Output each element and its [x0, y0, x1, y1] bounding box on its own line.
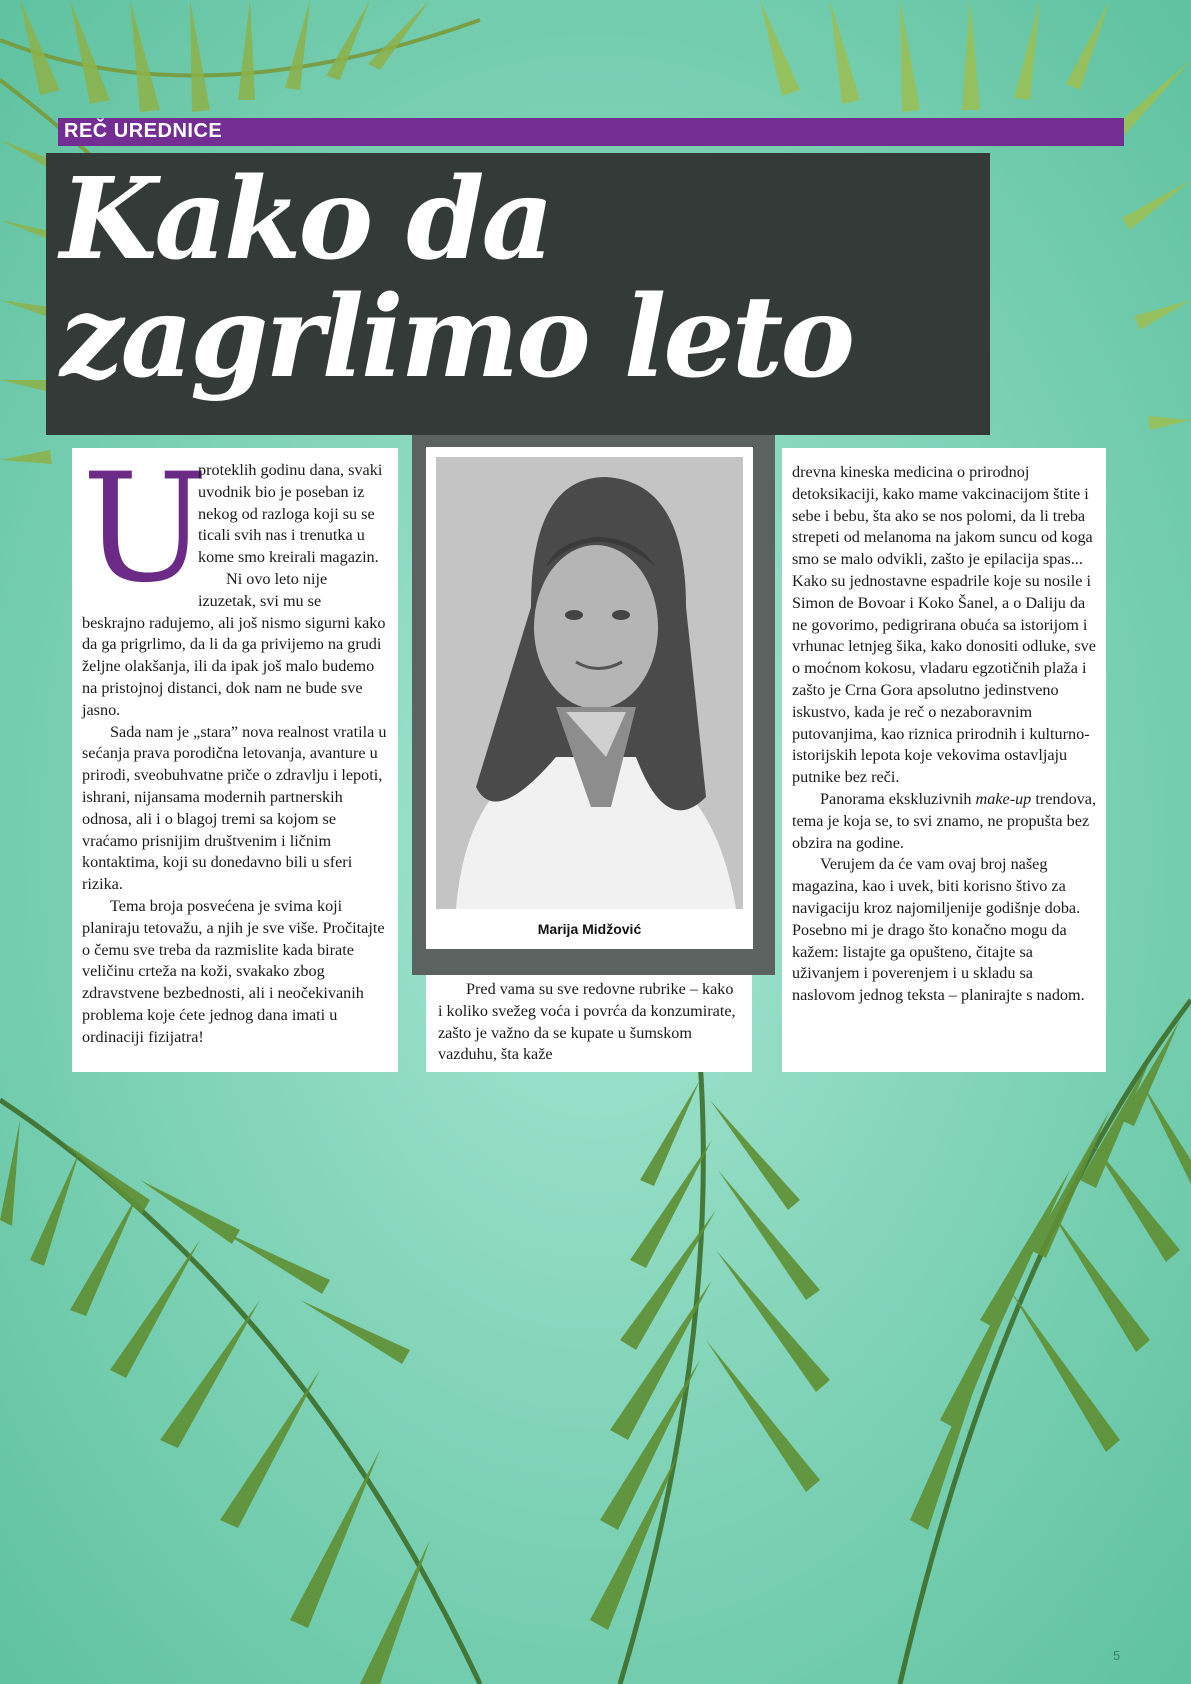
emphasis-text: make-up [975, 789, 1032, 808]
paragraph: proteklih godinu dana, svaki uvodnik bio je poseban iz nekog od razloga koji su se ticali svih nas i trenutka u kome smo kreirali magazin. [198, 461, 383, 567]
paragraph: Ni ovo leto nije izuzetak, svi mu se beskrajno radujemo, ali još nismo sigurni kako da ga prigrlimo, da li da ga privijemo na grudi željne olakšanja, ili da ipak još malo budemo na pristojnoj distanci, dok nam ne bude sve jasno. [82, 569, 386, 719]
headline-line-1: Kako da [60, 154, 552, 285]
paragraph: Tema broja posvećena je svima koji planiraju tetovažu, a njih je sve više. Pročitajte o čemu sve treba da razmislite kada birate veličinu crteža na koži, svakako zbog zdravstvene bezbednosti, ali i neočekivanih problema koje ćete jednog dana imati u ordinaciji fizijatra! [82, 896, 385, 1046]
text-run: trendova, tema je koja se, to svi znamo, ne propušta bez obzira na godine. [792, 789, 1097, 852]
paragraph: Pred vama su sve redovne rubrike – kako i koliko svežeg voća i povrća da konzumirate, zašto je važno da se kupate u šumskom vazduhu, šta kaže [438, 980, 736, 1064]
text-run: Panorama ekskluzivnih [820, 789, 976, 808]
article-column-1 [72, 442, 398, 1072]
article-column-2 [426, 975, 752, 1072]
headline-box [46, 153, 990, 435]
photo-card [426, 447, 753, 949]
section-bar [58, 118, 1124, 146]
paragraph [792, 789, 1096, 854]
article-column-3 [782, 448, 1106, 1072]
photo-caption: Marija Midžović [537, 921, 642, 937]
headline [60, 154, 980, 403]
drop-cap: U [82, 442, 209, 616]
editor-portrait-photo [436, 457, 743, 909]
paragraph: Verujem da će vam ovaj broj našeg magazina, kao i uvek, biti korisno štivo za navigaciju kroz najomiljenije godišnje doba. Posebno mi je drago što konačno mogu da kažem: listajte ga opušteno, čitajte sa uživanjem i poverenjem i u skladu sa naslovom jednog teksta – planirajte s nadom. [792, 855, 1085, 1005]
page-number: 5 [1113, 1648, 1121, 1663]
paragraph: drevna kineska medicina o prirodnoj detoksikaciji, kako mame vakcinacijom štite i sebe i bebu, šta ako se nos polomi, da li treba strepeti od melanoma na jakom suncu od koga smo se malo odvikli, zašto je epilacija spas... Kako su jednostavne espadrile koje su nosile i Simon de Bovoar i Koko Šanel, a o Daliju da ne govorimo, pedigrirana obuća sa istorijom i vrhunac letnjeg šika, kako donositi odluke, sve o moćnom kokosu, vladaru egzotičnih plaža i zašto je Crna Gora apsolutno jedinstveno iskustvo, kada je reč o nezaboravnim putovanjima, kao riznica prirodnih i kulturno-istorijskih lepota koje vekovima ostavljaju putnike bez reči. [792, 463, 1096, 787]
section-label: REČ UREDNICE [64, 120, 223, 142]
headline-line-2: zagrlimo leto [60, 272, 853, 403]
paragraph: Sada nam je „stara” nova realnost vratila u sećanja prava porodična letovanja, avanture u prirodi, sveobuhvatne priče o zdravlju i lepoti, ishrani, nijansama modernih partnerskih odnosa, ali i o blagoj tremi sa kojom se vraćamo prisnijim društvenim i ličnim kontaktima, koji su donedavno bili u sferi rizika. [82, 722, 387, 894]
